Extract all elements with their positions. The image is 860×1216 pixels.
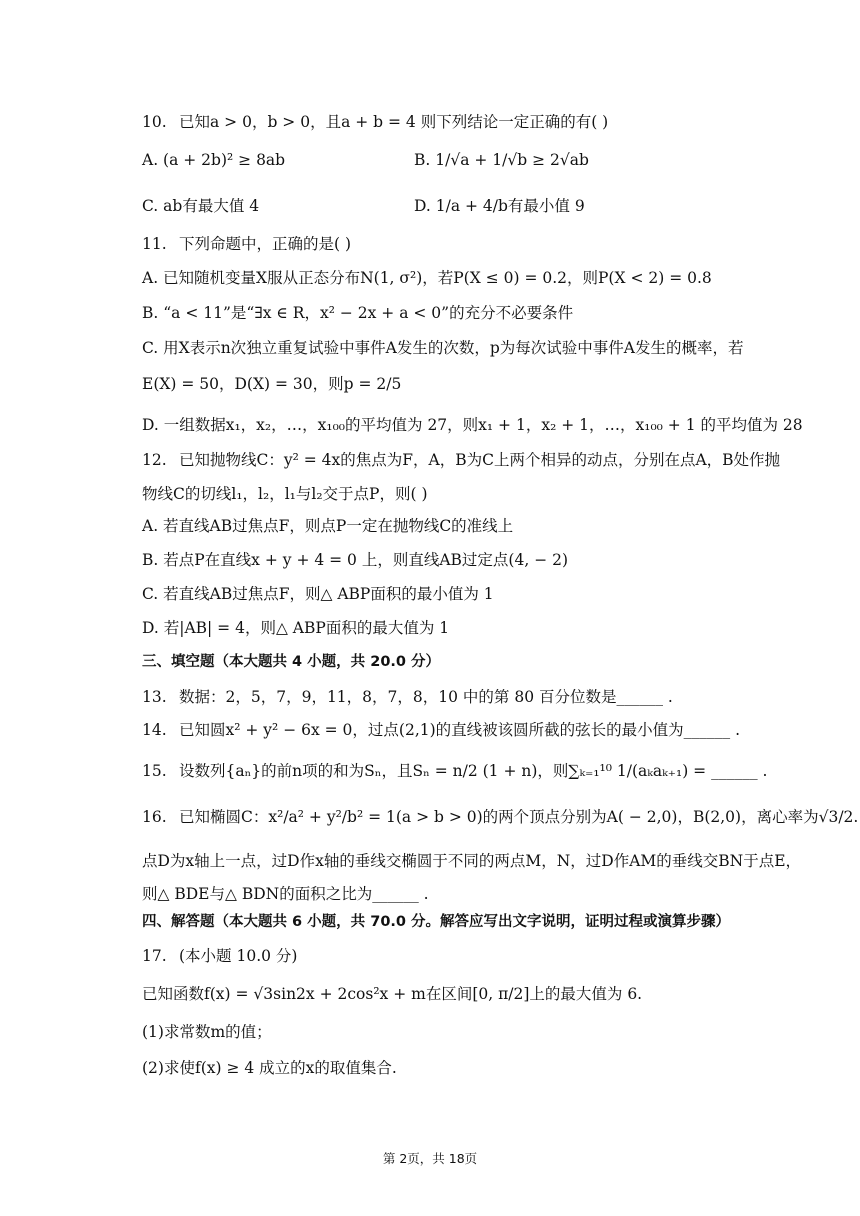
q15 [142,760,767,782]
q11-stem-text: 下列命题中，正确的是( ) [179,235,352,253]
q11-stem [142,233,351,255]
q16-line1 [142,806,858,828]
q12-option-c: C. 若直线AB过焦点F，则△ ABP面积的最小值为 1 [142,585,494,603]
q14-number: 14. [142,721,167,739]
q12-option-b: B. 若点P在直线x + y + 4 = 0 上，则直线AB过定点(4, − 2) [142,551,569,569]
q17-part1: (1)求常数m的值； [142,1023,272,1041]
q11-option-d: D. 一组数据x₁，x₂，…，x₁₀₀的平均值为 27，则x₁ + 1，x₂ + 1，…，x₁₀₀ + 1 的平均值为 28 [142,416,803,434]
section4-heading: 四、解答题（本大题共 6 小题，共 70.0 分。解答应写出文字说明，证明过程或演算步骤） [142,914,731,930]
q12-option-a: A. 若直线AB过焦点F，则点P一定在抛物线C的准线上 [142,517,514,535]
page-footer: 第 2页，共 18页 [382,1151,478,1166]
q16-line2: 点D为x轴上一点，过D作x轴的垂线交椭圆于不同的两点M，N，过D作AM的垂线交BN于点E， [142,852,802,870]
q11-option-a: A. 已知随机变量X服从正态分布N(1, σ²)，若P(X ≤ 0) = 0.2，则P(X < 2) = 0.8 [142,269,712,287]
q11-option-c-line2: E(X) = 50，D(X) = 30，则p = 2/5 [142,375,402,393]
q17-stem: 已知函数f(x) = √3sin2x + 2cos²x + m在区间[0, π/2]上的最大值为 6. [142,985,643,1003]
q10-number: 10. [142,113,167,131]
q17-header [142,945,297,967]
q13-text: 数据：2，5，7，9，11，8，7，8，10 中的第 80 百分位数是______ . [179,688,673,706]
q16-line3: 则△ BDE与△ BDN的面积之比为______ . [142,885,429,903]
q10-stem [142,111,608,133]
q12-stem-line1 [142,449,780,471]
q11-option-b: B. “a < 11”是“∃x ∈ R，x² − 2x + a < 0”的充分不必要条件 [142,304,574,322]
q10-option-d: D. 1/a + 4/b有最小值 9 [414,197,585,215]
q17-score: (本小题 10.0 分) [179,947,298,965]
q10-option-a: A. (a + 2b)² ≥ 8ab [142,151,286,169]
q11-number: 11. [142,235,167,253]
q14 [142,719,740,741]
q17-part2: (2)求使f(x) ≥ 4 成立的x的取值集合. [142,1059,397,1077]
q16-text1: 已知椭圆C：x²/a² + y²/b² = 1(a > b > 0)的两个顶点分别为A( − 2,0)，B(2,0)，离心率为√3/2. [179,808,859,826]
q10-option-b: B. 1/√a + 1/√b ≥ 2√ab [414,151,589,169]
q10-options-ab [142,149,589,171]
section3-heading: 三、填空题（本大题共 4 小题，共 20.0 分） [142,654,441,670]
q10-stem-text: 已知a > 0，b > 0，且a + b = 4 则下列结论一定正确的有( ) [179,113,609,131]
q12-stem-line2: 物线C的切线l₁，l₂，l₁与l₂交于点P，则( ) [142,485,428,503]
q17-number: 17. [142,947,167,965]
q10-options-cd [142,195,585,217]
q15-text: 设数列{aₙ}的前n项的和为Sₙ，且Sₙ = n/2 (1 + n)，则∑ₖ₌₁¹⁰ 1/(aₖaₖ₊₁) = ______ . [179,762,768,780]
q12-stem1-text: 已知抛物线C：y² = 4x的焦点为F，A，B为C上两个相异的动点，分别在点A，B处作抛 [179,451,781,469]
q14-text: 已知圆x² + y² − 6x = 0，过点(2,1)的直线被该圆所截的弦长的最小值为______ . [179,721,741,739]
q13 [142,686,673,708]
q15-number: 15. [142,762,167,780]
q12-number: 12. [142,451,167,469]
q16-number: 16. [142,808,167,826]
q12-option-d: D. 若|AB| = 4，则△ ABP面积的最大值为 1 [142,619,450,637]
q11-option-c-line1: C. 用X表示n次独立重复试验中事件A发生的次数，p为每次试验中事件A发生的概率，若 [142,339,744,357]
q10-option-c: C. ab有最大值 4 [142,197,260,215]
q13-number: 13. [142,688,167,706]
